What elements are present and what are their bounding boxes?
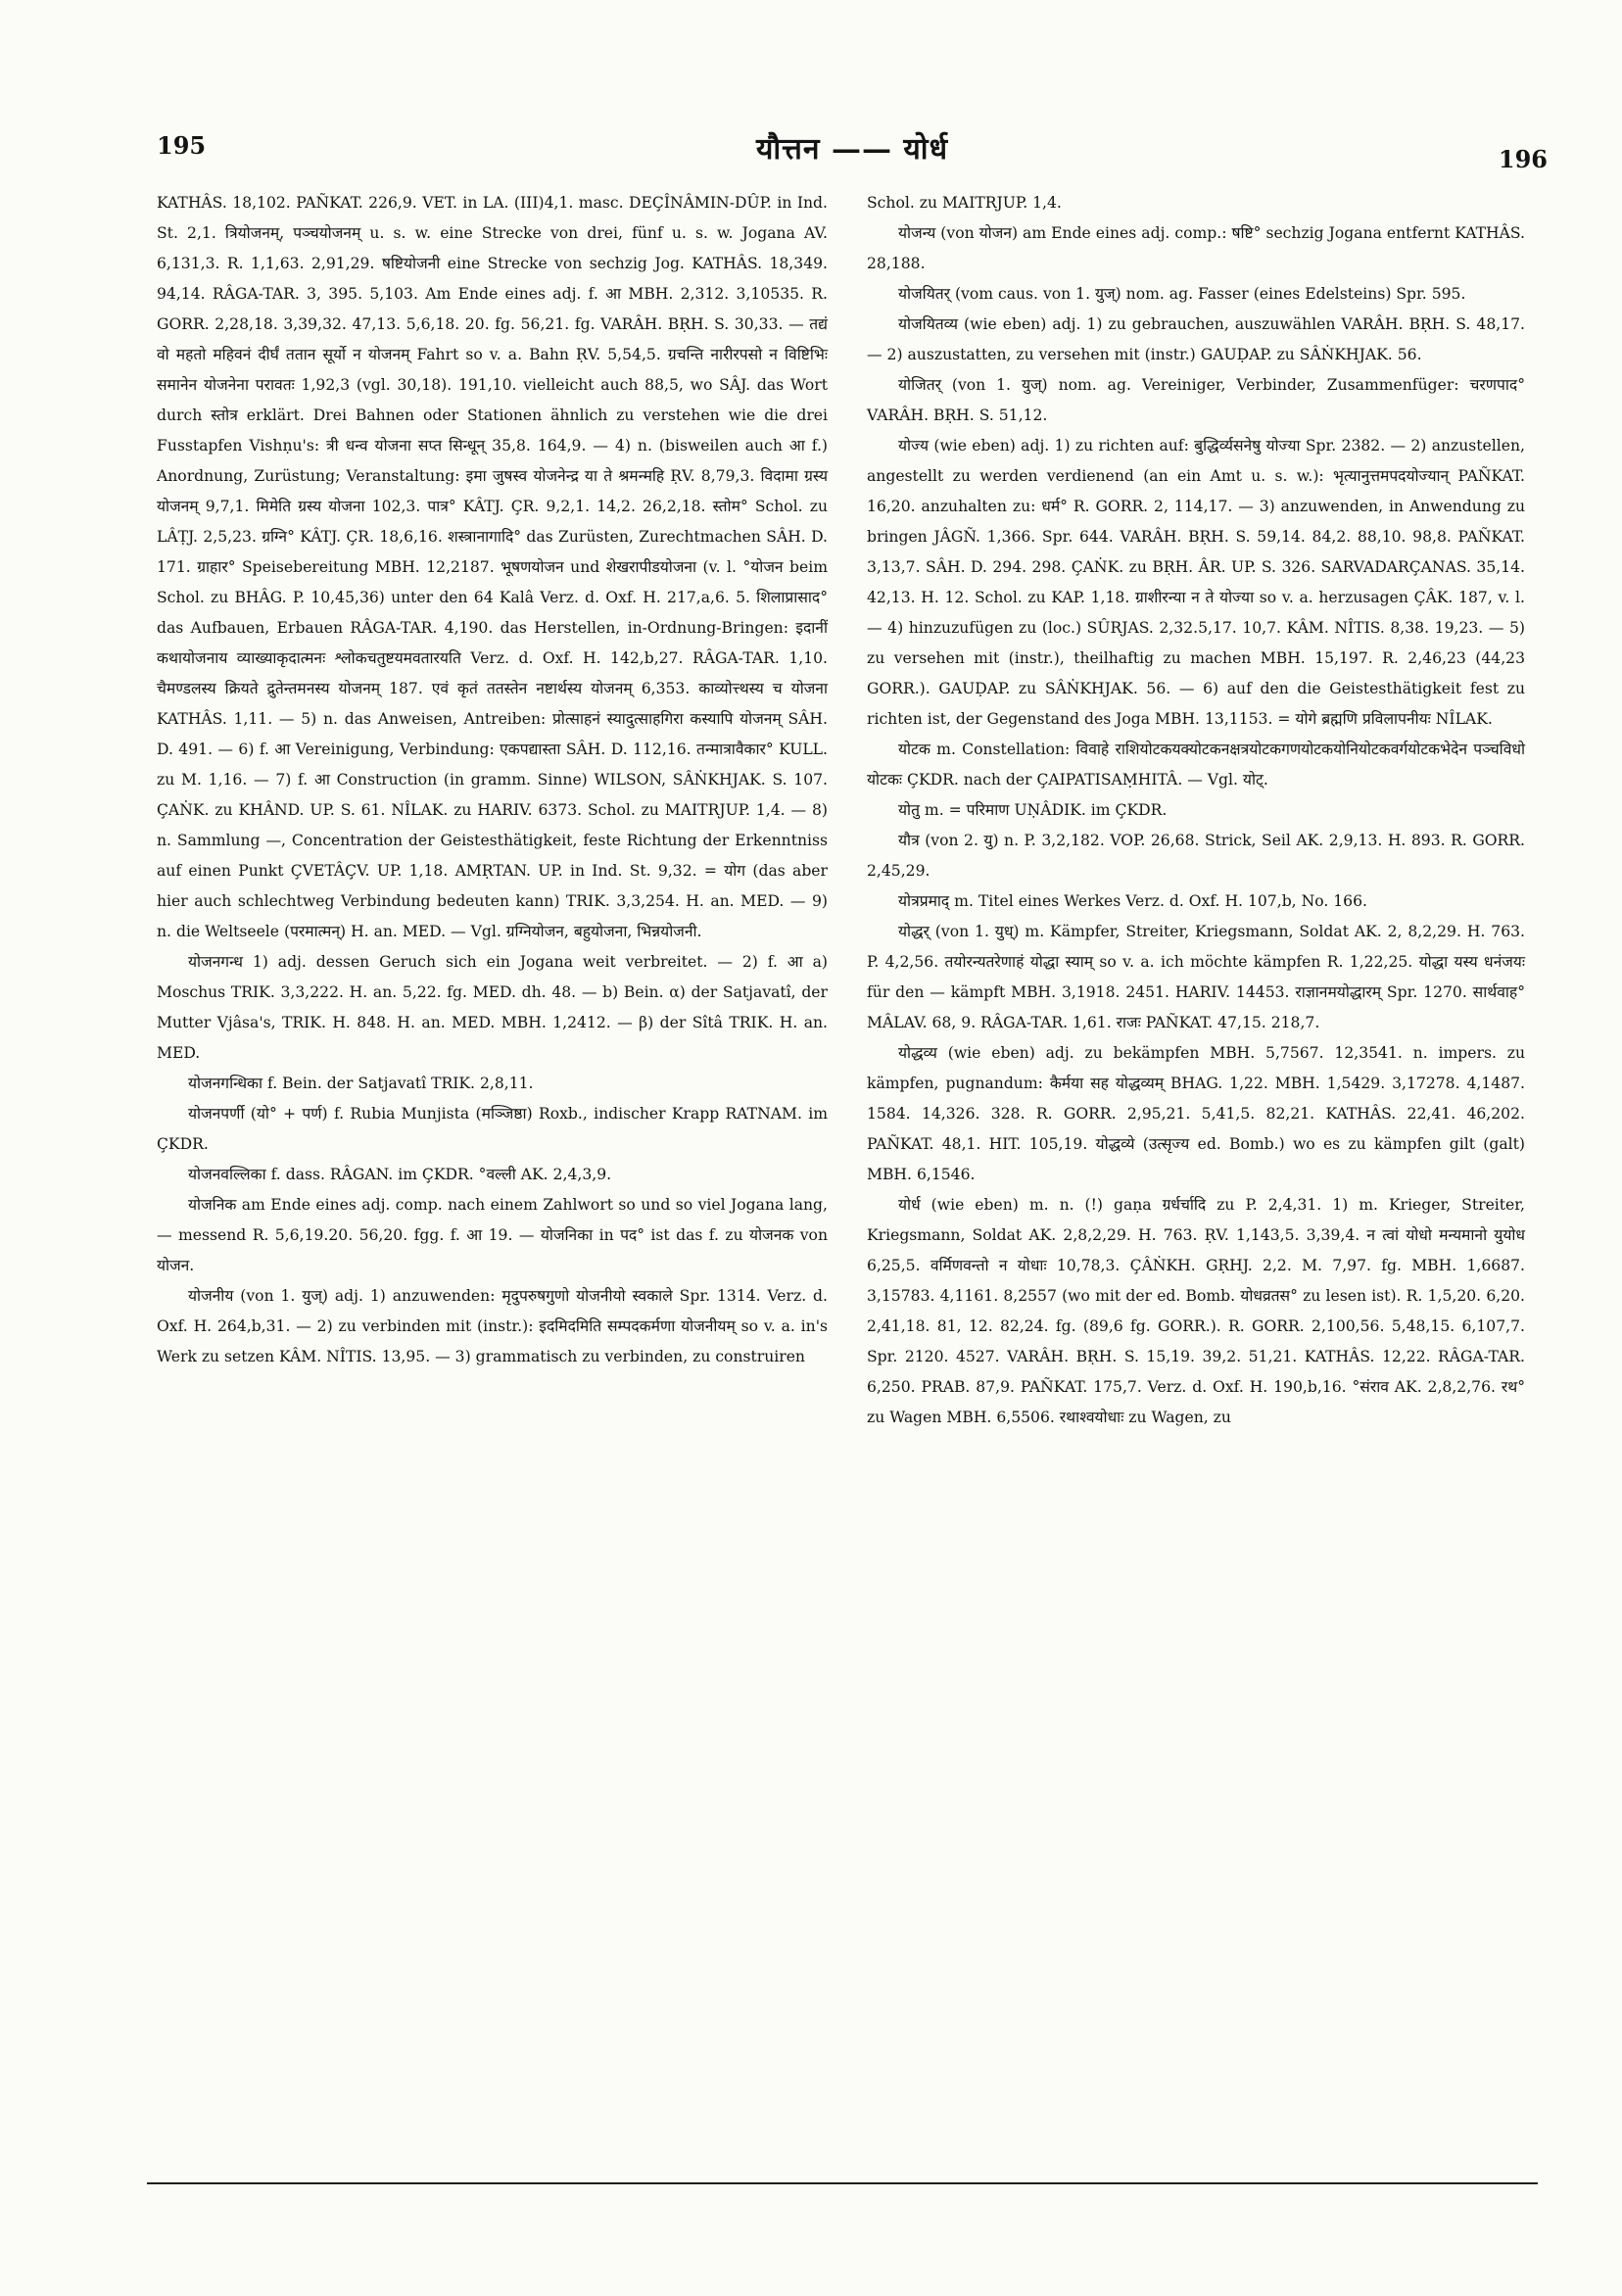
dictionary-entry: योजन्य (von योजन) am Ende eines adj. comp.: षष्टि° sechzig Jogana entfernt KATHÂS. 28,188. (867, 224, 1525, 272)
dictionary-entry: योजनगन्ध 1) adj. dessen Geruch sich ein Jogana weit verbreitet. — 2) f. आ a) Moschus TRIK. 3,3,222. H. an. 5,22. fg. MED. dh. 48. — b) Bein. α) der Satjavatî, der Mutter Vjâsa's, TRIK. H. 848. H. an. MED. MBH. 1,2412. — β) der Sîtâ TRIK. H. an. MED. (157, 953, 828, 1062)
dictionary-entry: यौत्र (von 2. यु) n. P. 3,2,182. VOP. 26,68. Strick, Seil AK. 2,9,13. H. 893. R. GORR. 2,45,29. (867, 832, 1525, 880)
entry-continuation: Schol. zu MAITRJUP. 1,4. (867, 194, 1062, 212)
running-title: यौत्तन —— योर्ध (755, 132, 949, 167)
dictionary-entry: योज्य (wie eben) adj. 1) zu richten auf: बुद्धिर्व्यसनेषु योज्या Spr. 2382. — 2) anzustellen, angestellt zu werden verdienend (an ein Amt u. s. w.): भृत्यानुत्तमपदयोज्यान् PAÑKAT. 16,20. anzuhalten zu: धर्म° R. GORR. 2, 114,17. — 3) anzuwenden, in Anwendung zu bringen JÂGÑ. 1,366. Spr. 644. VARÂH. BṚH. S. 59,14. 84,2. 88,10. 98,8. PAÑKAT. 3,13,7. SÂH. D. 294. 298. ÇAṄK. zu BṚH. ÂR. UP. S. 326. SARVADARÇANAS. 35,14. 42,13. H. 12. Schol. zu KAP. 1,18. ग्राशीरन्या न ते योज्या so v. a. herzusagen ÇÂK. 187, v. l. — 4) hinzuzufügen zu (loc.) SÛRJAS. 2,32.5,17. 10,7. KÂM. NÎTIS. 8,38. 19,23. — 5) zu versehen mit (instr.), theilhaftig zu machen MBH. 15,197. R. 2,46,23 (44,23 GORR.). GAUḌAP. zu SÂṄKHJAK. 56. — 6) auf den die Geistesthätigkeit fest zu richten ist, der Gegenstand des Joga MBH. 13,1153. = योगे ब्रह्मणि प्रविलापनीयः NÎLAK. (867, 437, 1525, 728)
entry-continuation: KATHÂS. 18,102. PAÑKAT. 226,9. VET. in LA. (III)4,1. masc. DEÇÎNÂMIN-DÛP. in Ind. St. 2,1. त्रियोजनम्, पञ्चयोजनम् u. s. w. eine Strecke von drei, fünf u. s. w. Jogana AV. 6,131,3. R. 1,1,63. 2,91,29. षष्टियोजनी eine Strecke von sechzig Jog. KATHÂS. 18,349. 94,14. RÂGA-TAR. 3, 395. 5,103. Am Ende eines adj. f. आ MBH. 2,312. 3,10535. R. GORR. 2,28,18. 3,39,32. 47,13. 5,6,18. 20. fg. 56,21. fg. VARÂH. BṚH. S. 30,33. — तद्यं वो महतो महिवनं दीर्घं ततान सूर्यो न योजनम् Fahrt so v. a. Bahn ṚV. 5,54,5. ग्रचन्ति नारीरपसो न विष्टिभिः समानेन योजनेना परावतः 1,92,3 (vgl. 30,18). 191,10. vielleicht auch 88,5, wo SÂJ. das Wort durch स्तोत्र erklärt. Drei Bahnen oder Stationen ähnlich zu verstehen wie die drei Fusstapfen Vishṇu's: त्री धन्व योजना सप्त सिन्धून् 35,8. 164,9. — 4) n. (bisweilen auch आ f.) Anordnung, Zurüstung; Veranstaltung: इमा जुषस्व योजनेन्द्र या ते श्रमन्महि ṚV. 8,79,3. विदामा ग्रस्य योजनम् 9,7,1. मिमेति ग्रस्य योजना 102,3. पात्र° KÂTJ. ÇR. 9,2,1. 14,2. 26,2,18. स्तोम° Schol. zu LÂṬJ. 2,5,23. ग्रग्नि° KÂTJ. ÇR. 18,6,16. शस्त्रानागादि° das Zurüsten, Zurechtmachen SÂH. D. 171. ग्राहार° Speisebereitung MBH. 12,2187. भूषणयोजन und शेखरापीडयोजना (v. l. °योजन beim Schol. zu BHÂG. P. 10,45,36) unter den 64 Kalâ Verz. d. Oxf. H. 217,a,6. 5. शिलाप्रासाद° das Aufbauen, Erbauen RÂGA-TAR. 4,190. das Herstellen, in-Ordnung-Bringen: इदानीं कथायोजनाय व्याख्याकृदात्मनः श्लोकचतुष्टयमवतारयति Verz. d. Oxf. H. 142,b,27. RÂGA-TAR. 1,10. चैमण्डलस्य क्रियते द्रुतेन्तमनस्य योजनम् 187. एवं कृतं ततस्तेन नष्टार्थस्य योजनम् 6,353. काव्योत्त्थस्य च योजना KATHÂS. 1,11. — 5) n. das Anweisen, Antreiben: प्रोत्साहनं स्यादुत्साहगिरा कस्यापि योजनम् SÂH. D. 491. — 6) f. आ Vereinigung, Verbindung: एकपद्यास्ता SÂH. D. 112,16. तन्मात्रावैकार° KULL. zu M. 1,16. — 7) f. आ Construction (in gramm. Sinne) WILSON, SÂṄKHJAK. S. 107. ÇAṄK. zu KHÂND. UP. S. 61. NÎLAK. zu HARIV. 6373. Schol. zu MAITRJUP. 1,4. — 8) n. Sammlung —, Concentration der Geistesthätigkeit, feste Richtung der Erkenntniss auf einen Punkt ÇVETÂÇV. UP. 1,18. AMṚTAN. UP. in Ind. St. 9,32. = योग (das aber hier auch schlechtweg Verbindung bedeuten kann) TRIK. 3,3,254. H. an. MED. — 9) n. die Weltseele (परमात्मन्) H. an. MED. — Vgl. ग्रग्नियोजन, बहुयोजना, भिन्नयोजनी. (157, 194, 828, 940)
dictionary-entry: योत्रप्रमाद् m. Titel eines Werkes Verz. d. Oxf. H. 107,b, No. 166. (898, 892, 1367, 910)
left-column (157, 188, 828, 1372)
page-number-left: 195 (157, 131, 207, 160)
dictionary-entry: योतु m. = परिमाण UṆÂDIK. im ÇKDR. (898, 801, 1168, 819)
dictionary-entry: योद्धर् (von 1. युध्) m. Kämpfer, Streiter, Kriegsmann, Soldat AK. 2, 8,2,29. H. 763. P. 4,2,56. तयोरन्यतरेणाहं योद्धा स्याम् so v. a. ich möchte kämpfen R. 1,22,25. योद्धा यस्य धनंजयः für den — kämpft MBH. 3,1918. 2451. HARIV. 14453. राज्ञानमयोद्धारम् Spr. 1270. सार्थवाह° MÂLAV. 68, 9. RÂGA-TAR. 1,61. राजः PAÑKAT. 47,15. 218,7. (867, 923, 1525, 1031)
dictionary-entry: योद्धव्य (wie eben) adj. zu bekämpfen MBH. 5,7567. 12,3541. n. impers. zu kämpfen, pugnandum: कैर्मया सह योद्धव्यम् BHAG. 1,22. MBH. 1,5429. 3,17278. 4,1487. 1584. 14,326. 328. R. GORR. 2,95,21. 5,41,5. 82,21. KATHÂS. 22,41. 46,202. PAÑKAT. 48,1. HIT. 105,19. योद्धव्ये (उत्सृज्य ed. Bomb.) wo es zu kämpfen gilt (galt) MBH. 6,1546. (867, 1044, 1525, 1183)
dictionary-entry: योजयितर् (vom caus. von 1. युज्) nom. ag. Fasser (eines Edelsteins) Spr. 595. (898, 285, 1466, 303)
dictionary-entry: योजनिक am Ende eines adj. comp. nach einem Zahlwort so und so viel Jogana lang, — messend R. 5,6,19.20. 56,20. fgg. f. आ 19. — योजनिका in पद° ist das f. zu योजनक von योजन. (157, 1196, 828, 1274)
dictionary-entry: योजनगन्धिका f. Bein. der Satjavatî TRIK. 2,8,11. (188, 1075, 534, 1092)
dictionary-entry: योजनपर्णी (यो° + पर्ण) f. Rubia Munjista (मञ्जिष्ठा) Roxb., indischer Krapp RATNAM. im ÇKDR. (157, 1105, 828, 1153)
dictionary-entry: योजनवल्लिका f. dass. RÂGAN. im ÇKDR. °वल्ली AK. 2,4,3,9. (188, 1166, 612, 1183)
dictionary-entry: योर्ध (wie eben) m. n. (!) gaṇa ग्रर्धर्चादि zu P. 2,4,31. 1) m. Krieger, Streiter, Kriegsmann, Soldat AK. 2,8,2,29. H. 763. ṚV. 1,143,5. 3,39,4. न त्वां योधो मन्यमानो युयोध 6,25,5. वर्मिणवन्तो न योधाः 10,78,3. ÇÂṄKH. GṚHJ. 2,2. M. 7,97. fg. MBH. 1,6687. 3,15783. 4,1161. 8,2557 (wo mit der ed. Bomb. योधव्रतस° zu lesen ist). R. 1,5,20. 6,20. 2,41,18. 81, 12. 82,24. fg. (89,6 fg. GORR.). R. GORR. 2,100,56. 5,48,15. 6,107,7. Spr. 2120. 4527. VARÂH. BṚH. S. 15,19. 39,2. 51,21. KATHÂS. 12,22. RÂGA-TAR. 6,250. PRAB. 87,9. PAÑKAT. 175,7. Verz. d. Oxf. H. 190,b,16. °संराव AK. 2,8,2,76. रथ° zu Wagen MBH. 6,5506. रथाश्वयोधाः zu Wagen, zu (867, 1196, 1525, 1426)
dictionary-entry: योजितर् (von 1. युज्) nom. ag. Vereiniger, Verbinder, Zusammenfüger: चरणपाद° VARÂH. BṚH. S. 51,12. (867, 376, 1525, 424)
dictionary-entry: योटक m. Constellation: विवाहे राशियोटकयक्योटकनक्षत्रयोटकगणयोटकयोनियोटकवर्गयोटकभेदेन पञ्चविधो योटकः ÇKDR. nach der ÇAIPATISAṂHITÂ. — Vgl. योट्. (867, 741, 1525, 789)
page-number-right: 196 (1498, 145, 1548, 173)
dictionary-entry: योजयितव्य (wie eben) adj. 1) zu gebrauchen, auszuwählen VARÂH. BṚH. S. 48,17. — 2) auszustatten, zu versehen mit (instr.) GAUḌAP. zu SÂṄKHJAK. 56. (867, 315, 1525, 363)
bottom-rule (147, 2182, 1538, 2184)
right-column (867, 188, 1525, 1433)
dictionary-entry: योजनीय (von 1. युज्) adj. 1) anzuwenden: मृदुपरुषगुणो योजनीयो स्वकाले Spr. 1314. Verz. d. Oxf. H. 264,b,31. — 2) zu verbinden mit (instr.): इदमिदमिति सम्पदकर्मणा योजनीयम् so v. a. in's Werk zu setzen KÂM. NÎTIS. 13,95. — 3) grammatisch zu verbinden, zu construiren (157, 1287, 828, 1365)
page-header (157, 127, 1548, 173)
